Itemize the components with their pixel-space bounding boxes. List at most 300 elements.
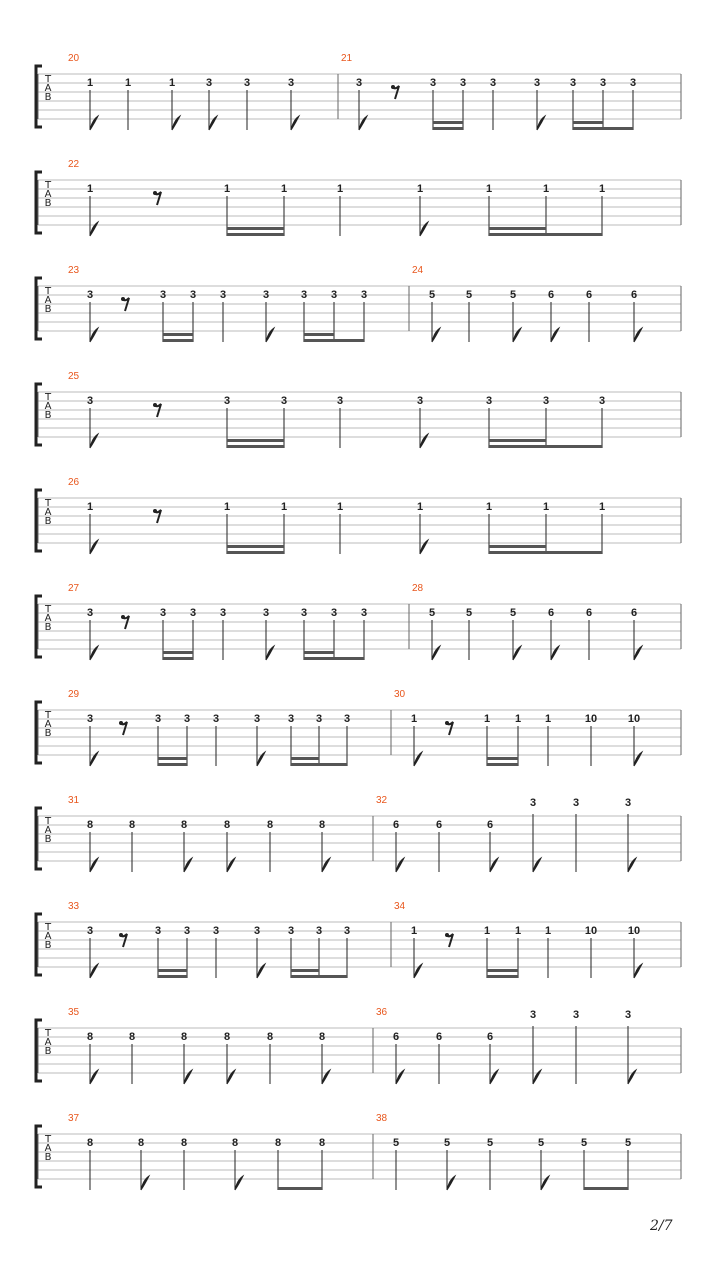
eighth-rest-dot: [153, 509, 157, 513]
tab-clef-letter: A: [44, 1143, 52, 1154]
note-flag: [209, 116, 217, 130]
fret-number: 1: [280, 183, 288, 195]
tab-system: [36, 795, 681, 872]
fret-number: 1: [168, 77, 176, 89]
note-flag: [490, 1070, 498, 1084]
tab-clef-letter: B: [44, 940, 52, 951]
fret-number: 3: [280, 395, 288, 407]
fret-number: 3: [489, 77, 497, 89]
fret-number: 1: [485, 183, 493, 195]
note-flag: [90, 646, 98, 660]
fret-number: 3: [315, 925, 323, 937]
note-flag: [533, 1070, 541, 1084]
fret-number: 3: [330, 607, 338, 619]
fret-number: 1: [542, 501, 550, 513]
beam-secondary: [487, 757, 518, 760]
tab-clef-letter: T: [44, 604, 52, 615]
tab-clef-letter: B: [44, 198, 52, 209]
eighth-rest-dot: [153, 191, 157, 195]
fret-number: 3: [183, 713, 191, 725]
tab-clef-letter: A: [44, 507, 52, 518]
tab-clef-letter: T: [44, 710, 52, 721]
system-bracket: [36, 66, 42, 127]
beam-secondary: [227, 545, 284, 548]
measure-number: 20: [68, 53, 80, 64]
fret-number: 6: [435, 1031, 443, 1043]
beam-secondary: [489, 227, 546, 230]
fret-number: 3: [154, 713, 162, 725]
tab-clef-letter: A: [44, 613, 52, 624]
fret-number: 3: [287, 77, 295, 89]
fret-number: 1: [416, 501, 424, 513]
measure-number: 30: [394, 689, 406, 700]
note-flag: [257, 752, 265, 766]
tab-clef-letter: T: [44, 498, 52, 509]
fret-number: 3: [355, 77, 363, 89]
tab-clef-letter: B: [44, 728, 52, 739]
fret-number: 8: [318, 819, 326, 831]
eighth-rest-dot: [119, 721, 123, 725]
note-flag: [420, 434, 428, 448]
fret-number: 1: [336, 183, 344, 195]
tab-clef-letter: B: [44, 1152, 52, 1163]
beam: [227, 233, 284, 236]
fret-number: 8: [231, 1137, 239, 1149]
tab-clef-letter: B: [44, 622, 52, 633]
measure-number: 25: [68, 371, 80, 382]
fret-number: 1: [542, 183, 550, 195]
fret-number: 3: [287, 925, 295, 937]
fret-number: 3: [86, 395, 94, 407]
fret-number: 3: [86, 713, 94, 725]
note-flag: [227, 858, 235, 872]
fret-number: 8: [318, 1137, 326, 1149]
tab-system: [36, 265, 681, 342]
note-flag: [172, 116, 180, 130]
tab-system: [36, 901, 681, 978]
beam-secondary: [489, 439, 546, 442]
fret-number: 1: [124, 77, 132, 89]
page-number: 2/7: [650, 1218, 673, 1234]
fret-number: 5: [465, 289, 473, 301]
note-flag: [235, 1176, 243, 1190]
fret-number: 3: [343, 713, 351, 725]
fret-number: 8: [86, 819, 94, 831]
beam: [319, 975, 347, 978]
fret-number: 1: [86, 183, 94, 195]
note-flag: [420, 540, 428, 554]
fret-number: 3: [533, 77, 541, 89]
note-flag: [90, 1070, 98, 1084]
beam: [334, 657, 364, 660]
fret-number: 8: [180, 1031, 188, 1043]
fret-number: 3: [86, 607, 94, 619]
tab-clef-letter: B: [44, 834, 52, 845]
fret-number: 3: [287, 713, 295, 725]
beam-secondary: [487, 969, 518, 972]
beam: [546, 445, 602, 448]
fret-number: 6: [630, 289, 638, 301]
beam: [546, 233, 602, 236]
tab-clef-letter: T: [44, 74, 52, 85]
tab-clef-letter: A: [44, 189, 52, 200]
note-flag: [266, 646, 274, 660]
note-flag: [420, 222, 428, 236]
fret-number: 1: [514, 713, 522, 725]
tab-clef-letter: T: [44, 392, 52, 403]
note-flag: [551, 328, 559, 342]
tab-clef-letter: T: [44, 1134, 52, 1145]
note-flag: [266, 328, 274, 342]
tab-clef-letter: T: [44, 816, 52, 827]
note-flag: [551, 646, 559, 660]
beam: [487, 763, 518, 766]
system-bracket: [36, 596, 42, 657]
fret-number: 1: [410, 925, 418, 937]
fret-number: 8: [128, 819, 136, 831]
fret-number: 8: [137, 1137, 145, 1149]
measure-number: 24: [412, 265, 424, 276]
fret-number: 3: [572, 797, 580, 809]
tab-clef-letter: T: [44, 1028, 52, 1039]
fret-number: 6: [392, 1031, 400, 1043]
fret-number: 1: [223, 183, 231, 195]
fret-number: 5: [465, 607, 473, 619]
fret-number: 3: [459, 77, 467, 89]
note-flag: [533, 858, 541, 872]
beam: [227, 445, 284, 448]
tab-clef-letter: A: [44, 825, 52, 836]
note-flag: [90, 222, 98, 236]
note-flag: [90, 964, 98, 978]
fret-number: 1: [598, 183, 606, 195]
fret-number: 8: [180, 819, 188, 831]
tab-clef-letter: A: [44, 295, 52, 306]
fret-number: 6: [486, 819, 494, 831]
fret-number: 3: [343, 925, 351, 937]
eighth-rest-dot: [445, 721, 449, 725]
fret-number: 10: [627, 925, 641, 937]
note-flag: [414, 964, 422, 978]
measure-number: 26: [68, 477, 80, 488]
note-flag: [90, 328, 98, 342]
fret-number: 3: [212, 925, 220, 937]
beam-secondary: [573, 121, 603, 124]
beam-secondary: [163, 651, 193, 654]
fret-number: 3: [86, 289, 94, 301]
note-flag: [141, 1176, 149, 1190]
measure-number: 34: [394, 901, 406, 912]
fret-number: 3: [624, 1009, 632, 1021]
tab-system: [36, 53, 681, 130]
note-flag: [227, 1070, 235, 1084]
fret-number: 3: [154, 925, 162, 937]
note-flag: [432, 328, 440, 342]
system-bracket: [36, 172, 42, 233]
fret-number: 3: [253, 713, 261, 725]
beam: [304, 657, 334, 660]
note-flag: [628, 1070, 636, 1084]
fret-number: 5: [428, 607, 436, 619]
eighth-rest-dot: [121, 615, 125, 619]
fret-number: 3: [300, 289, 308, 301]
fret-number: 1: [86, 77, 94, 89]
fret-number: 5: [580, 1137, 588, 1149]
eighth-rest-dot: [119, 933, 123, 937]
note-flag: [432, 646, 440, 660]
beam-secondary: [489, 545, 546, 548]
tab-system: [36, 477, 681, 554]
fret-number: 5: [392, 1137, 400, 1149]
fret-number: 1: [544, 925, 552, 937]
beam: [278, 1187, 322, 1190]
measure-number: 32: [376, 795, 388, 806]
fret-number: 3: [212, 713, 220, 725]
beam: [227, 551, 284, 554]
fret-number: 3: [262, 289, 270, 301]
beam: [489, 233, 546, 236]
beam: [163, 339, 193, 342]
note-flag: [396, 1070, 404, 1084]
fret-number: 6: [547, 289, 555, 301]
fret-number: 3: [529, 1009, 537, 1021]
fret-number: 1: [410, 713, 418, 725]
tab-clef-letter: T: [44, 180, 52, 191]
fret-number: 8: [266, 819, 274, 831]
beam-secondary: [227, 439, 284, 442]
beam: [546, 551, 602, 554]
note-flag: [634, 328, 642, 342]
eighth-rest-dot: [391, 85, 395, 89]
fret-number: 3: [360, 289, 368, 301]
fret-number: 3: [529, 797, 537, 809]
tab-clef-letter: A: [44, 1037, 52, 1048]
note-flag: [634, 646, 642, 660]
beam: [158, 975, 187, 978]
fret-number: 8: [223, 819, 231, 831]
fret-number: 3: [159, 607, 167, 619]
beam-secondary: [304, 333, 334, 336]
tab-clef-letter: B: [44, 92, 52, 103]
note-flag: [322, 1070, 330, 1084]
note-flag: [537, 116, 545, 130]
note-flag: [257, 964, 265, 978]
fret-number: 3: [253, 925, 261, 937]
beam: [291, 763, 319, 766]
fret-number: 3: [360, 607, 368, 619]
tab-clef-letter: A: [44, 83, 52, 94]
beam: [584, 1187, 628, 1190]
fret-number: 3: [219, 289, 227, 301]
fret-number: 8: [274, 1137, 282, 1149]
fret-number: 1: [485, 501, 493, 513]
fret-number: 3: [542, 395, 550, 407]
fret-number: 8: [128, 1031, 136, 1043]
fret-number: 1: [86, 501, 94, 513]
beam-secondary: [433, 121, 463, 124]
beam: [489, 445, 546, 448]
fret-number: 10: [584, 713, 598, 725]
measure-number: 21: [341, 53, 353, 64]
tab-clef-letter: T: [44, 922, 52, 933]
tab-clef-letter: T: [44, 286, 52, 297]
fret-number: 1: [483, 925, 491, 937]
fret-number: 6: [585, 289, 593, 301]
note-flag: [184, 858, 192, 872]
fret-number: 5: [537, 1137, 545, 1149]
fret-number: 1: [544, 713, 552, 725]
beam: [304, 339, 334, 342]
fret-number: 8: [86, 1137, 94, 1149]
measure-number: 38: [376, 1113, 388, 1124]
fret-number: 3: [599, 77, 607, 89]
tab-clef-letter: B: [44, 516, 52, 527]
tab-system: [36, 583, 681, 660]
beam: [291, 975, 319, 978]
system-bracket: [36, 490, 42, 551]
tab-clef-letter: B: [44, 304, 52, 315]
tab-system: [36, 159, 681, 236]
tab-system: [36, 689, 681, 766]
fret-number: 3: [205, 77, 213, 89]
fret-number: 5: [624, 1137, 632, 1149]
tab-clef-letter: A: [44, 401, 52, 412]
measure-number: 31: [68, 795, 80, 806]
note-flag: [184, 1070, 192, 1084]
beam-secondary: [227, 227, 284, 230]
fret-number: 6: [435, 819, 443, 831]
note-flag: [90, 540, 98, 554]
note-flag: [291, 116, 299, 130]
system-bracket: [36, 702, 42, 763]
fret-number: 8: [223, 1031, 231, 1043]
fret-number: 3: [429, 77, 437, 89]
fret-number: 3: [330, 289, 338, 301]
fret-number: 3: [569, 77, 577, 89]
note-flag: [322, 858, 330, 872]
fret-number: 3: [189, 607, 197, 619]
fret-number: 8: [86, 1031, 94, 1043]
tab-clef-letter: A: [44, 931, 52, 942]
fret-number: 6: [486, 1031, 494, 1043]
beam: [603, 127, 633, 130]
beam-secondary: [158, 757, 187, 760]
beam: [487, 975, 518, 978]
fret-number: 3: [624, 797, 632, 809]
fret-number: 8: [318, 1031, 326, 1043]
fret-number: 3: [243, 77, 251, 89]
note-flag: [359, 116, 367, 130]
fret-number: 8: [180, 1137, 188, 1149]
fret-number: 5: [509, 607, 517, 619]
tab-system: [36, 1113, 681, 1190]
measure-number: 33: [68, 901, 80, 912]
system-bracket: [36, 808, 42, 869]
measure-number: 36: [376, 1007, 388, 1018]
beam: [158, 763, 187, 766]
measure-number: 28: [412, 583, 424, 594]
fret-number: 10: [584, 925, 598, 937]
fret-number: 1: [514, 925, 522, 937]
eighth-rest-dot: [445, 933, 449, 937]
system-bracket: [36, 1126, 42, 1187]
system-bracket: [36, 914, 42, 975]
note-flag: [90, 116, 98, 130]
fret-number: 1: [223, 501, 231, 513]
fret-number: 5: [428, 289, 436, 301]
fret-number: 1: [483, 713, 491, 725]
fret-number: 1: [336, 501, 344, 513]
fret-number: 5: [443, 1137, 451, 1149]
measure-number: 23: [68, 265, 80, 276]
fret-number: 6: [547, 607, 555, 619]
fret-number: 3: [262, 607, 270, 619]
measure-number: 37: [68, 1113, 80, 1124]
eighth-rest-dot: [153, 403, 157, 407]
beam-secondary: [163, 333, 193, 336]
tab-clef-letter: A: [44, 719, 52, 730]
beam: [334, 339, 364, 342]
note-flag: [628, 858, 636, 872]
fret-number: 3: [336, 395, 344, 407]
beam-secondary: [304, 651, 334, 654]
tab-clef-letter: B: [44, 410, 52, 421]
beam-secondary: [291, 757, 319, 760]
beam: [573, 127, 603, 130]
fret-number: 6: [630, 607, 638, 619]
fret-number: 3: [223, 395, 231, 407]
note-flag: [90, 434, 98, 448]
tab-system: [36, 1007, 681, 1084]
fret-number: 3: [219, 607, 227, 619]
tab-system: [36, 371, 681, 448]
beam: [319, 763, 347, 766]
fret-number: 3: [189, 289, 197, 301]
note-flag: [513, 646, 521, 660]
measure-number: 27: [68, 583, 80, 594]
fret-number: 5: [486, 1137, 494, 1149]
fret-number: 3: [598, 395, 606, 407]
beam: [433, 127, 463, 130]
note-flag: [447, 1176, 455, 1190]
note-flag: [634, 752, 642, 766]
system-bracket: [36, 1020, 42, 1081]
fret-number: 3: [629, 77, 637, 89]
fret-number: 3: [183, 925, 191, 937]
measure-number: 29: [68, 689, 80, 700]
beam-secondary: [291, 969, 319, 972]
fret-number: 3: [86, 925, 94, 937]
fret-number: 1: [280, 501, 288, 513]
note-flag: [90, 752, 98, 766]
measure-number: 35: [68, 1007, 80, 1018]
fret-number: 3: [485, 395, 493, 407]
fret-number: 1: [416, 183, 424, 195]
fret-number: 3: [572, 1009, 580, 1021]
fret-number: 1: [598, 501, 606, 513]
fret-number: 3: [416, 395, 424, 407]
note-flag: [513, 328, 521, 342]
measure-number: 22: [68, 159, 80, 170]
note-flag: [541, 1176, 549, 1190]
fret-number: 6: [392, 819, 400, 831]
note-flag: [414, 752, 422, 766]
eighth-rest-dot: [121, 297, 125, 301]
system-bracket: [36, 384, 42, 445]
beam: [489, 551, 546, 554]
tab-clef-letter: B: [44, 1046, 52, 1057]
note-flag: [490, 858, 498, 872]
